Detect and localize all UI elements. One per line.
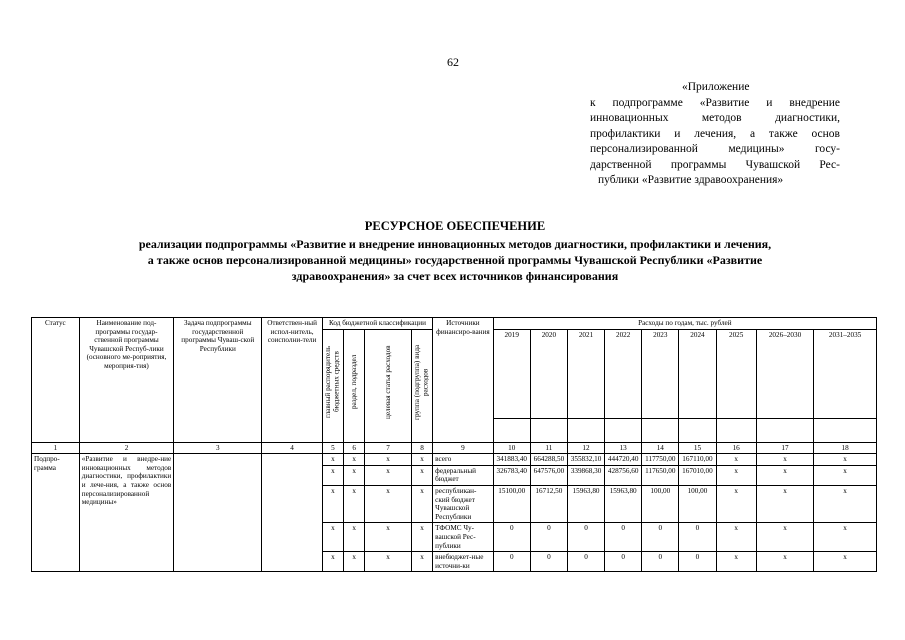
value-cell: 341883,40 (493, 454, 530, 466)
year-spacer (679, 419, 716, 442)
value-cell: 355832,10 (567, 454, 604, 466)
code-cell: х (365, 465, 412, 485)
value-cell: х (756, 454, 813, 466)
code-cell: х (411, 454, 432, 466)
value-cell: 117650,00 (642, 465, 679, 485)
responsible-cell (262, 454, 323, 572)
heading-line: здравоохранения» за счет всех источников финансирования (291, 269, 619, 283)
value-cell: х (814, 454, 877, 466)
code-cell: х (344, 523, 365, 552)
col-header-year: 2031–2035 (814, 329, 877, 419)
year-spacer (493, 419, 530, 442)
value-cell: х (814, 465, 877, 485)
year-spacer (642, 419, 679, 442)
source-cell: республикан-ский бюджет Чувашской Республики (433, 485, 494, 522)
code-cell: х (344, 485, 365, 522)
value-cell: х (756, 485, 813, 522)
column-number: 11 (530, 442, 567, 454)
vertical-label: целевая статья расходов (383, 344, 392, 419)
program-name-cell: «Развитие и внедре-ние инновационных методов диагностики, профилактики и лече-ния, а также основ персонализированной медицины» (79, 454, 173, 572)
value-cell: 0 (679, 552, 716, 572)
value-cell: х (756, 465, 813, 485)
value-cell: 0 (679, 523, 716, 552)
value-cell: х (716, 552, 756, 572)
value-cell: 0 (493, 523, 530, 552)
value-cell: 167110,00 (679, 454, 716, 466)
value-cell: 326783,40 (493, 465, 530, 485)
column-number: 9 (433, 442, 494, 454)
code-cell: х (365, 485, 412, 522)
col-header-year: 2024 (679, 329, 716, 419)
col-header-budget-sub (411, 329, 432, 442)
value-cell: 117750,00 (642, 454, 679, 466)
code-cell: х (411, 485, 432, 522)
appendix-line: персонализированной медицины» госу- (590, 143, 840, 155)
appendix-line: инновационных методов диагностики, (590, 112, 840, 124)
vertical-label: главный распорядитель бюджетных средств (324, 345, 341, 418)
page-number: 62 (447, 55, 459, 69)
value-cell: 664288,50 (530, 454, 567, 466)
column-number: 12 (567, 442, 604, 454)
code-cell: х (411, 465, 432, 485)
column-number: 18 (814, 442, 877, 454)
value-cell: х (716, 523, 756, 552)
year-spacer (530, 419, 567, 442)
resource-table (31, 317, 877, 572)
value-cell: х (756, 523, 813, 552)
col-header-year: 2022 (605, 329, 642, 419)
col-header-source: Источники финансиро-вания (433, 318, 494, 443)
value-cell: 16712,50 (530, 485, 567, 522)
col-header-status: Статус (32, 318, 80, 443)
year-spacer (605, 419, 642, 442)
appendix-line: дарственной программы Чувашской Рес- (590, 158, 840, 171)
vertical-label: группа (подгруппа) вида расходов (413, 343, 431, 420)
value-cell: х (814, 523, 877, 552)
col-header-budget-sub (322, 329, 343, 442)
col-header-budget-code: Код бюджетной классификации (322, 318, 432, 330)
column-number: 16 (716, 442, 756, 454)
column-number: 6 (344, 442, 365, 454)
value-cell: х (756, 552, 813, 572)
year-spacer (716, 419, 756, 442)
document-heading (60, 218, 850, 284)
column-number: 5 (322, 442, 343, 454)
code-cell: х (322, 552, 343, 572)
code-cell: х (411, 523, 432, 552)
code-cell: х (365, 454, 412, 466)
source-cell: всего (433, 454, 494, 466)
value-cell: 15963,80 (605, 485, 642, 522)
value-cell: 100,00 (642, 485, 679, 522)
value-cell: 0 (567, 523, 604, 552)
source-cell: федеральный бюджет (433, 465, 494, 485)
code-cell: х (322, 465, 343, 485)
value-cell: 15963,80 (567, 485, 604, 522)
column-number: 13 (605, 442, 642, 454)
appendix-line: к подпрограмме «Развитие и внедрение (590, 96, 840, 109)
value-cell: 15100,00 (493, 485, 530, 522)
value-cell: 0 (493, 552, 530, 572)
source-cell: ТФОМС Чу-вашской Рес-публики (433, 523, 494, 552)
col-header-year: 2020 (530, 329, 567, 419)
col-header-year: 2021 (567, 329, 604, 419)
code-cell: х (344, 465, 365, 485)
year-spacer (756, 419, 813, 442)
appendix-line: профилактики и лечения, а также основ (590, 127, 840, 140)
value-cell: 0 (642, 523, 679, 552)
value-cell: 444720,40 (605, 454, 642, 466)
code-cell: х (411, 552, 432, 572)
column-number: 7 (365, 442, 412, 454)
col-header-name: Наименование под-программы государ-ственной программы Чувашской Респуб-лики (основного ме-роприятия, мероприя-тия) (79, 318, 173, 443)
col-header-task: Задача подпрограммы государственной программы Чуваш-ской Республики (174, 318, 262, 443)
col-header-responsible: Ответствен-ный испол-нитель, соисполни-тели (262, 318, 323, 443)
col-header-year: 2023 (642, 329, 679, 419)
value-cell: 339868,30 (567, 465, 604, 485)
col-header-year: 2026–2030 (756, 329, 813, 419)
value-cell: 0 (530, 523, 567, 552)
code-cell: х (322, 485, 343, 522)
col-header-year: 2019 (493, 329, 530, 419)
source-cell: внебюджет-ные источни-ки (433, 552, 494, 572)
value-cell: х (716, 465, 756, 485)
col-header-year: 2025 (716, 329, 756, 419)
col-header-budget-sub (365, 329, 412, 442)
heading-line: реализации подпрограммы «Развитие и внедрение инновационных методов диагностики, профилактики и лечения, (138, 237, 772, 251)
status-cell: Подпро-грамма (32, 454, 80, 572)
code-cell: х (322, 454, 343, 466)
col-header-expenses: Расходы по годам, тыс. рублей (493, 318, 876, 330)
value-cell: 0 (642, 552, 679, 572)
year-spacer (814, 419, 877, 442)
value-cell: 0 (567, 552, 604, 572)
column-number-row (32, 442, 877, 454)
value-cell: х (716, 485, 756, 522)
value-cell: 0 (605, 552, 642, 572)
value-cell: 428756,60 (605, 465, 642, 485)
appendix-line: «Приложение (682, 81, 750, 93)
value-cell: 0 (530, 552, 567, 572)
code-cell: х (365, 552, 412, 572)
table-row (32, 454, 877, 466)
code-cell: х (344, 454, 365, 466)
value-cell: х (814, 485, 877, 522)
column-number: 8 (411, 442, 432, 454)
column-number: 2 (79, 442, 173, 454)
code-cell: х (322, 523, 343, 552)
column-number: 4 (262, 442, 323, 454)
heading-line: а также основ персонализированной медицины» государственной программы Чувашской Республики «Развитие (147, 253, 763, 267)
appendix-line: публики «Развитие здравоохранения» (598, 174, 784, 186)
vertical-label: раздел, подраздел (349, 354, 358, 409)
task-cell (174, 454, 262, 572)
header-row (32, 318, 877, 330)
value-cell: 647576,00 (530, 465, 567, 485)
column-number: 10 (493, 442, 530, 454)
appendix-note (590, 80, 840, 189)
col-header-budget-sub (344, 329, 365, 442)
value-cell: 100,00 (679, 485, 716, 522)
year-spacer (567, 419, 604, 442)
value-cell: х (814, 552, 877, 572)
column-number: 15 (679, 442, 716, 454)
value-cell: х (716, 454, 756, 466)
column-number: 14 (642, 442, 679, 454)
column-number: 1 (32, 442, 80, 454)
value-cell: 0 (605, 523, 642, 552)
value-cell: 167010,00 (679, 465, 716, 485)
column-number: 3 (174, 442, 262, 454)
code-cell: х (365, 523, 412, 552)
heading-title: РЕСУРСНОЕ ОБЕСПЕЧЕНИЕ (364, 219, 546, 233)
code-cell: х (344, 552, 365, 572)
column-number: 17 (756, 442, 813, 454)
